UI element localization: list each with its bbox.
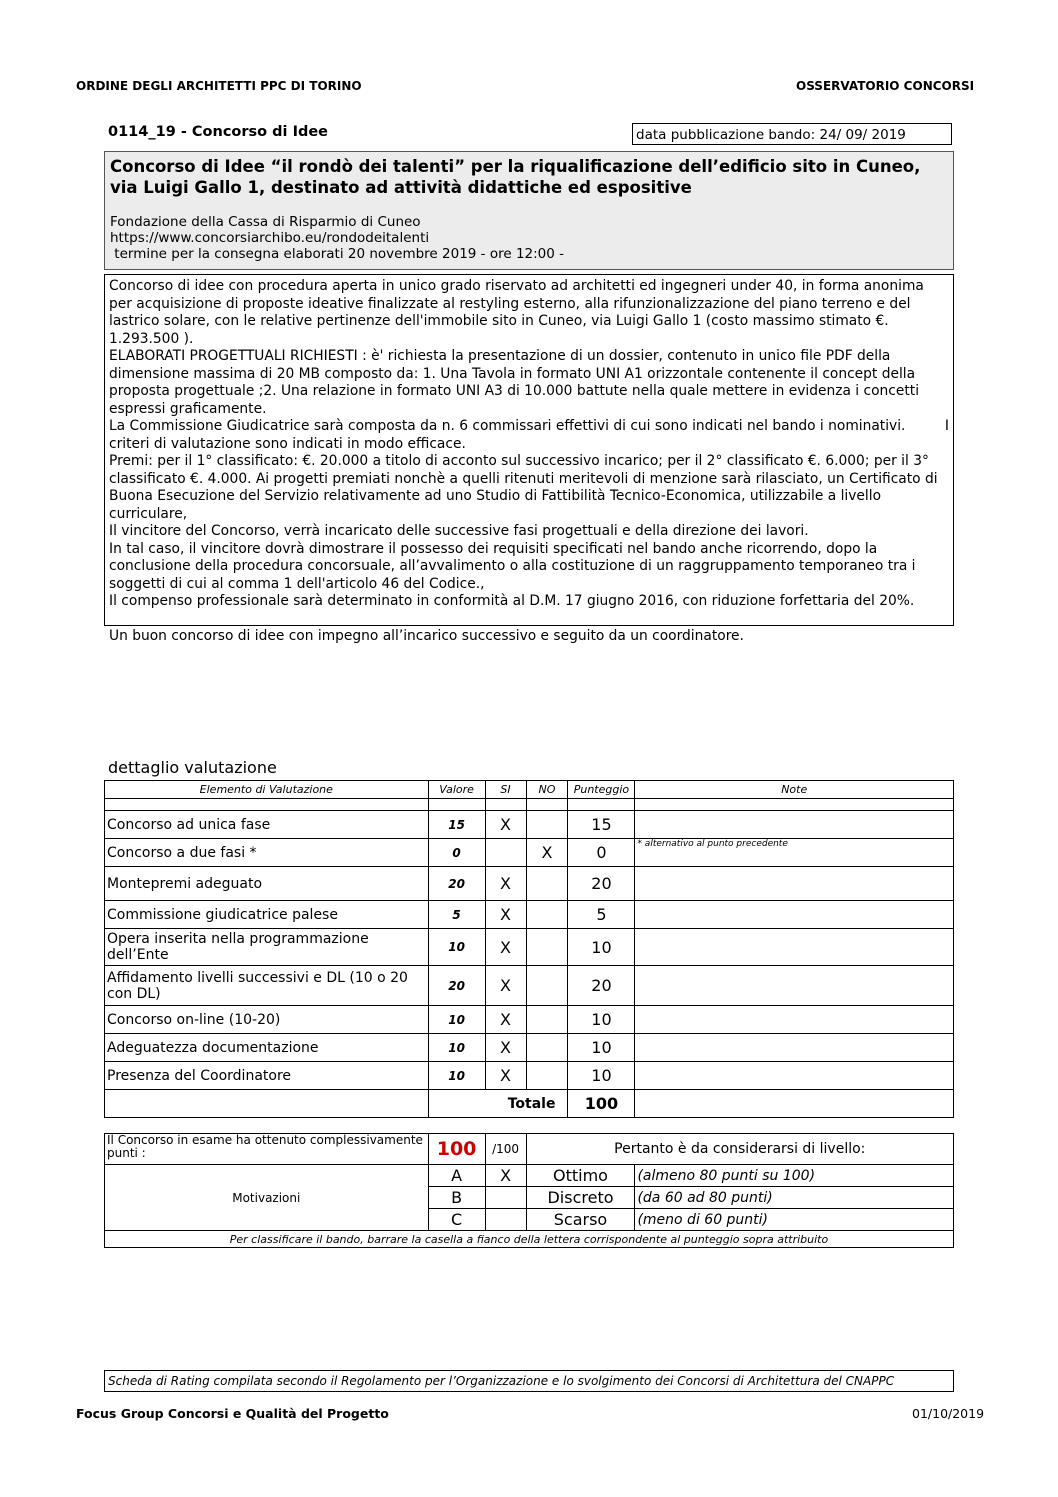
element-label: Affidamento livelli successivi e DL (10 o 20 con DL) <box>105 966 429 1006</box>
description-paragraph: La Commissione Giudicatrice sarà composta da n. 6 commissari effettivi di cui sono indicati nel bando i nominativi. I criteri di valutazione sono indicati in modo efficace. <box>109 418 954 452</box>
description-paragraph <box>109 611 949 629</box>
evaluation-heading: dettaglio valutazione <box>108 758 277 777</box>
element-label: Concorso on-line (10-20) <box>105 1006 429 1034</box>
evaluation-table <box>104 780 954 1118</box>
header-organization: ORDINE DEGLI ARCHITETTI PPC DI TORINO <box>76 79 362 93</box>
description-paragraph: Concorso di idee con procedura aperta in unico grado riservato ad architetti ed ingegneri under 40, in forma anonima per acquisizione di proposte ideative finalizzate al restyling esterno, alla rifunzionalizzazione del piano terreno e del lastrico solare, con le relative pertinenze dell'immobile sito in Cuneo, via Luigi Gallo 1 (costo massimo stimato €. 1.293.500 ). <box>109 278 924 347</box>
total-label: Totale <box>428 1090 568 1118</box>
element-score: 20 <box>568 867 635 901</box>
element-value: 20 <box>428 966 485 1006</box>
column-header: NO <box>526 781 568 799</box>
si-mark: X <box>485 966 526 1006</box>
element-value: 10 <box>428 1062 485 1090</box>
element-note <box>635 811 954 839</box>
column-header: Punteggio <box>568 781 635 799</box>
header-observatory: OSSERVATORIO CONCORSI <box>796 79 975 93</box>
level-row <box>105 1165 954 1187</box>
element-score: 10 <box>568 1006 635 1034</box>
si-mark <box>485 839 526 867</box>
table-row <box>105 1006 954 1034</box>
instruction-row <box>105 1231 954 1248</box>
element-value: 15 <box>428 811 485 839</box>
level-range: (almeno 80 punti su 100) <box>635 1165 954 1187</box>
table-header-row <box>105 781 954 799</box>
element-note <box>635 1034 954 1062</box>
level-mark[interactable] <box>485 1209 526 1231</box>
rating-note: Scheda di Rating compilata secondo il Regolamento per l’Organizzazione e lo svolgimento dei Concorsi di Architettura del CNAPPC <box>104 1370 954 1392</box>
competition-url[interactable]: https://www.concorsiarchibo.eu/rondodeitalenti <box>110 230 430 246</box>
element-label: Montepremi adeguato <box>105 867 429 901</box>
publication-date: data pubblicazione bando: 24/ 09/ 2019 <box>632 123 952 145</box>
element-score: 15 <box>568 811 635 839</box>
description-paragraph: In tal caso, il vincitore dovrà dimostrare il possesso dei requisiti specificati nel bando anche ricorrendo, dopo la conclusione della procedura concorsuale, all’avvalimento o alla costituzione di un raggruppamento temporaneo tra i soggetti di cui al comma 1 dell'articolo 46 del Codice., <box>109 540 916 592</box>
deadline: termine per la consegna elaborati 20 novembre 2019 - ore 12:00 - <box>110 246 565 262</box>
element-score: 10 <box>568 1062 635 1090</box>
organizer: Fondazione della Cassa di Risparmio di Cuneo <box>110 214 421 230</box>
total-score: 100 <box>568 1090 635 1118</box>
si-mark: X <box>485 1062 526 1090</box>
element-value: 5 <box>428 901 485 929</box>
description-box <box>104 274 954 644</box>
competition-title: Concorso di Idee “il rondò dei talenti” per la riqualificazione dell’edificio sito in Cuneo, via Luigi Gallo 1, destinato ad attività didattiche ed espositive <box>110 157 921 197</box>
element-score: 0 <box>568 839 635 867</box>
level-letter: A <box>428 1165 485 1187</box>
level-letter: B <box>428 1187 485 1209</box>
element-label: Concorso a due fasi * <box>105 839 429 867</box>
element-value: 0 <box>428 839 485 867</box>
column-header: Valore <box>428 781 485 799</box>
element-note: * alternativo al punto precedente <box>635 839 954 867</box>
element-label: Adeguatezza documentazione <box>105 1034 429 1062</box>
level-mark[interactable] <box>485 1187 526 1209</box>
element-note <box>635 966 954 1006</box>
element-score: 20 <box>568 966 635 1006</box>
classification-instruction: Per classificare il bando, barrare la casella a fianco della lettera corrispondente al punteggio sopra attribuito <box>105 1231 954 1248</box>
table-row <box>105 929 954 966</box>
no-mark <box>526 1006 568 1034</box>
si-mark: X <box>485 867 526 901</box>
competition-title-box <box>104 151 954 270</box>
total-row <box>105 1090 954 1118</box>
element-note <box>635 901 954 929</box>
table-row <box>105 867 954 901</box>
element-label: Opera inserita nella programmazione dell’Ente <box>105 929 429 966</box>
no-mark: X <box>526 839 568 867</box>
no-mark <box>526 966 568 1006</box>
level-label: Pertanto è da considerarsi di livello: <box>526 1134 953 1165</box>
element-note <box>635 1062 954 1090</box>
element-note <box>635 1006 954 1034</box>
summary-label: Il Concorso in esame ha ottenuto complessivamente punti : <box>105 1134 429 1165</box>
table-row <box>105 1034 954 1062</box>
element-label: Commissione giudicatrice palese <box>105 901 429 929</box>
no-mark <box>526 1062 568 1090</box>
no-mark <box>526 901 568 929</box>
level-name: Ottimo <box>526 1165 635 1187</box>
description-paragraph: ELABORATI PROGETTUALI RICHIESTI : è' richiesta la presentazione di un dossier, contenuto in unico file PDF della dimensione massima di 20 MB composto da: 1. Una Tavola in formato UNI A1 orizzontale contenente il concept della proposta progettuale ;2. Una relazione in formato UNI A3 di 10.000 battute nella quale mettere in evidenza i concetti espressi graficamente. <box>109 348 920 417</box>
footer-date: 01/10/2019 <box>912 1406 985 1421</box>
element-score: 10 <box>568 1034 635 1062</box>
level-letter: C <box>428 1209 485 1231</box>
summary-max: /100 <box>485 1134 526 1165</box>
summary-score: 100 <box>428 1134 485 1165</box>
si-mark: X <box>485 811 526 839</box>
element-score: 10 <box>568 929 635 966</box>
table-row <box>105 1062 954 1090</box>
si-mark: X <box>485 929 526 966</box>
table-row <box>105 811 954 839</box>
element-value: 20 <box>428 867 485 901</box>
summary-score-row <box>105 1134 954 1165</box>
element-value: 10 <box>428 1034 485 1062</box>
table-row <box>105 839 954 867</box>
competition-code: 0114_19 - Concorso di Idee <box>108 124 329 140</box>
element-note <box>635 867 954 901</box>
description-paragraph: Un buon concorso di idee con impegno all’incarico successivo e seguito da un coordinatore. <box>109 628 744 644</box>
no-mark <box>526 867 568 901</box>
si-mark: X <box>485 901 526 929</box>
element-score: 5 <box>568 901 635 929</box>
level-range: (da 60 ad 80 punti) <box>635 1187 954 1209</box>
si-mark: X <box>485 1034 526 1062</box>
table-row <box>105 901 954 929</box>
description-paragraph: Il compenso professionale sarà determinato in conformità al D.M. 17 giugno 2016, con riduzione forfettaria del 20%. <box>109 593 915 609</box>
column-header: SI <box>485 781 526 799</box>
element-label: Presenza del Coordinatore <box>105 1062 429 1090</box>
description-paragraph: Il vincitore del Concorso, verrà incaricato delle successive fasi progettuali e della direzione dei lavori. <box>109 523 809 539</box>
element-value: 10 <box>428 1006 485 1034</box>
description-paragraph: Premi: per il 1° classificato: €. 20.000 a titolo di acconto sul successivo incarico; per il 2° classificato €. 6.000; per il 3° classificato €. 4.000. Ai progetti premiati nonchè a quelli ritenuti meritevoli di menzione sarà rilasciato, un Certificato di Buona Esecuzione del Servizio relativamente ad uno Studio di Fattibilità Tecnico-Economica, utilizzabile a livello curriculare, <box>109 453 938 522</box>
level-name: Discreto <box>526 1187 635 1209</box>
motivation-label: Motivazioni <box>105 1165 429 1231</box>
level-range: (meno di 60 punti) <box>635 1209 954 1231</box>
table-row <box>105 966 954 1006</box>
no-mark <box>526 811 568 839</box>
no-mark <box>526 929 568 966</box>
footer-group: Focus Group Concorsi e Qualità del Progetto <box>76 1406 389 1421</box>
no-mark <box>526 1034 568 1062</box>
spacer-row <box>105 799 954 811</box>
column-header: Note <box>635 781 954 799</box>
summary-table <box>104 1133 954 1248</box>
element-note <box>635 929 954 966</box>
element-value: 10 <box>428 929 485 966</box>
column-header: Elemento di Valutazione <box>105 781 429 799</box>
level-name: Scarso <box>526 1209 635 1231</box>
element-label: Concorso ad unica fase <box>105 811 429 839</box>
si-mark: X <box>485 1006 526 1034</box>
level-mark[interactable]: X <box>485 1165 526 1187</box>
